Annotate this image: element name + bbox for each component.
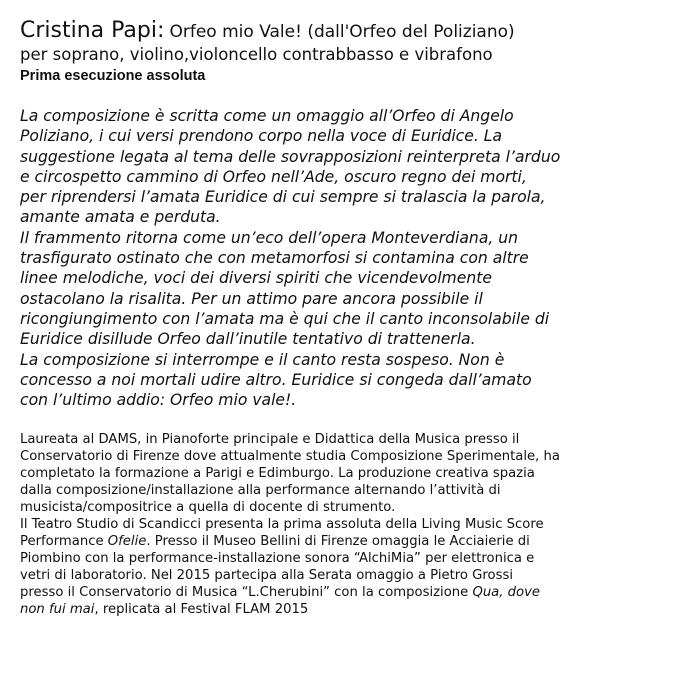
description-line: Il frammento ritorna come un’eco dell’opera Monteverdiana, un bbox=[20, 228, 519, 247]
description-line: amante amata e perduta. bbox=[20, 208, 221, 227]
bio-line bbox=[20, 534, 680, 551]
composer-biography bbox=[20, 432, 680, 618]
description-line: con l’ultimo addio: Orfeo mio vale!. bbox=[20, 391, 297, 410]
bio-line: Piombino con la performance-installazione sonora “AlchiMia” per elettronica e bbox=[20, 550, 535, 566]
description-line: La composizione si interrompe e il canto resta sospeso. Non è bbox=[20, 350, 505, 369]
description-line: e circospetto cammino di Orfeo nell’Ade, oscuro regno dei morti, bbox=[20, 167, 527, 186]
bio-line: dalla composizione/installazione alla performance alternando l’attività di bbox=[20, 483, 501, 499]
bio-line: Il Teatro Studio di Scandicci presenta la prima assoluta della Living Music Score bbox=[20, 516, 544, 532]
description-line: per riprendersi l’amata Euridice di cui sempre si tralascia la parola, bbox=[20, 188, 546, 207]
description-line: suggestione legata al tema delle sovrapposizioni reinterpreta l’arduo bbox=[20, 147, 561, 166]
bio-text: presso il Conservatorio di Musica “L.Cherubini” con la composizione bbox=[20, 584, 473, 600]
bio-text: Performance bbox=[20, 533, 108, 549]
composer-name: Cristina Papi: bbox=[20, 18, 165, 43]
work-title-ofelie: Ofelie bbox=[107, 533, 147, 549]
description-line: trasfigurato ostinato che con metamorfosi si contamina con altre bbox=[20, 249, 529, 268]
bio-line: vetri di laboratorio. Nel 2015 partecipa alla Serata omaggio a Pietro Grossi bbox=[20, 567, 514, 583]
bio-text: , replicata al Festival FLAM 2015 bbox=[94, 601, 309, 617]
bio-line bbox=[20, 585, 680, 602]
premiere-label: Prima esecuzione assoluta bbox=[20, 68, 206, 84]
description-line: Euridice disillude Orfeo dall’inutile tentativo di trattenerla. bbox=[20, 330, 476, 349]
bio-line: completato la formazione a Parigi e Edimburgo. La produzione creativa spazia bbox=[20, 466, 535, 482]
bio-line: musicista/compositrice a quella di docente di strumento. bbox=[20, 500, 396, 516]
heading bbox=[20, 20, 680, 42]
bio-line: Conservatorio di Firenze dove attualmente studia Composizione Sperimentale, ha bbox=[20, 449, 560, 465]
bio-text: . Presso il Museo Bellini di Firenze omaggia le Acciaierie di bbox=[146, 533, 530, 549]
description-line: ricongiungimento con l’amata ma è qui che il canto inconsolabile di bbox=[20, 309, 550, 328]
description-line: Poliziano, i cui versi prendono corpo nella voce di Euridice. La bbox=[20, 127, 502, 146]
description-line: ostacolano la risalita. Per un attimo pare ancora possibile il bbox=[20, 289, 483, 308]
document-page bbox=[20, 20, 680, 618]
work-title: Orfeo mio Vale! (dall'Orfeo del Poliziano) bbox=[169, 22, 515, 42]
description-line: linee melodiche, voci dei diversi spiriti che vicendevolmente bbox=[20, 269, 492, 288]
bio-line: Laureata al DAMS, in Pianoforte principale e Didattica della Musica presso il bbox=[20, 432, 520, 448]
instrumentation: per soprano, violino,violoncello contrabbasso e vibrafono bbox=[20, 45, 493, 64]
work-title-non-fui-mai: non fui mai bbox=[20, 601, 95, 617]
description-line: La composizione è scritta come un omaggio all’Orfeo di Angelo bbox=[20, 107, 514, 125]
bio-line bbox=[20, 602, 680, 619]
description-line: concesso a noi mortali udire altro. Euridice si congeda dall’amato bbox=[20, 370, 532, 389]
work-description bbox=[20, 106, 680, 410]
work-title-qua-dove: Qua, dove bbox=[472, 584, 540, 600]
